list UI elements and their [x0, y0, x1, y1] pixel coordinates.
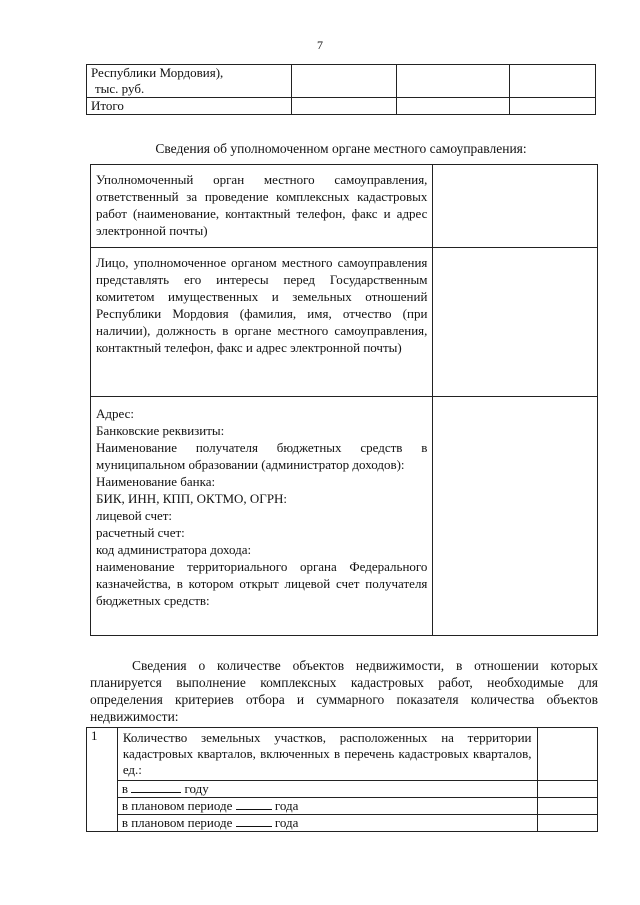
table-row — [87, 728, 598, 781]
table-cell — [397, 98, 510, 115]
property-count-table — [86, 727, 598, 832]
table-cell — [292, 98, 397, 115]
table-row — [91, 165, 598, 248]
row-label: Республики Мордовия), — [91, 65, 224, 80]
table-row — [87, 65, 596, 98]
table-cell — [510, 98, 596, 115]
recipient-label: Наименование получателя бюджетных средств в муниципальном образовании (администратор доходов): — [96, 440, 428, 472]
plan-period-prefix: в плановом периоде — [121, 798, 233, 813]
section-intro: Сведения о количестве объектов недвижимости, в отношении которых планируется выполнение комплексных кадастровых работ, необходимые для определения критериев отбора и суммарного показателя количества объектов недвижимости: — [90, 658, 598, 724]
plan-period-blank — [236, 815, 272, 827]
land-plots-cell: Количество земельных участков, расположенных на территории кадастровых кварталов, включенных в перечень кадастровых кварталов, ед.: — [117, 728, 537, 781]
bank-details-label: Банковские реквизиты: — [96, 423, 225, 438]
year-blank — [131, 781, 181, 793]
table-cell — [537, 781, 597, 798]
table-cell — [510, 65, 596, 98]
table-cell — [433, 165, 598, 248]
table-row — [87, 98, 596, 115]
codes-label: БИК, ИНН, КПП, ОКТМО, ОГРН: — [96, 491, 288, 506]
table-cell — [292, 65, 397, 98]
authority-cell: Уполномоченный орган местного самоуправления, ответственный за проведение комплексных кадастровых работ (наименование, контактный телефон, факс и адрес электронной почты) — [91, 165, 433, 248]
income-code-label: код администратора дохода: — [96, 542, 252, 557]
table-row — [91, 248, 598, 397]
table-cell — [397, 65, 510, 98]
row-number: 1 — [87, 728, 118, 832]
table-row — [87, 781, 598, 798]
row-label-unit: тыс. руб. — [95, 81, 145, 96]
table-cell — [537, 798, 597, 815]
table-cell-label — [87, 65, 292, 98]
year-row — [117, 781, 537, 798]
plan-period-row — [117, 815, 537, 832]
authority-table — [90, 164, 598, 636]
budget-table — [86, 64, 596, 115]
table-cell — [537, 815, 597, 832]
plan-period-suffix: года — [274, 798, 299, 813]
table-cell — [433, 248, 598, 397]
current-account-label: расчетный счет: — [96, 525, 185, 540]
plan-period-suffix: года — [274, 815, 299, 830]
plan-period-blank — [236, 798, 272, 810]
address-label: Адрес: — [96, 406, 134, 421]
details-cell — [91, 397, 433, 636]
table-row — [87, 798, 598, 815]
page-number: 7 — [317, 38, 323, 52]
year-suffix: году — [184, 781, 209, 796]
table-cell — [537, 728, 597, 781]
plan-period-row — [117, 798, 537, 815]
table-cell — [433, 397, 598, 636]
section-heading: Сведения об уполномоченном органе местного самоуправления: — [155, 141, 527, 156]
table-row — [91, 397, 598, 636]
total-label: Итого — [87, 98, 292, 115]
representative-cell: Лицо, уполномоченное органом местного самоуправления представлять его интересы перед Государственным комитетом имущественных и земельных отношений Республики Мордовия (фамилия, имя, отчество (при наличии), должность в органе местного самоуправления, контактный телефон, факс и адрес электронной почты) — [91, 248, 433, 397]
plan-period-prefix: в плановом периоде — [121, 815, 233, 830]
table-row — [87, 815, 598, 832]
year-prefix: в — [121, 781, 128, 796]
bank-name-label: Наименование банка: — [96, 474, 216, 489]
personal-account-label: лицевой счет: — [96, 508, 173, 523]
treasury-label: наименование территориального органа Федерального казначейства, в котором открыт лицевой счет получателя бюджетных средств: — [96, 559, 428, 608]
